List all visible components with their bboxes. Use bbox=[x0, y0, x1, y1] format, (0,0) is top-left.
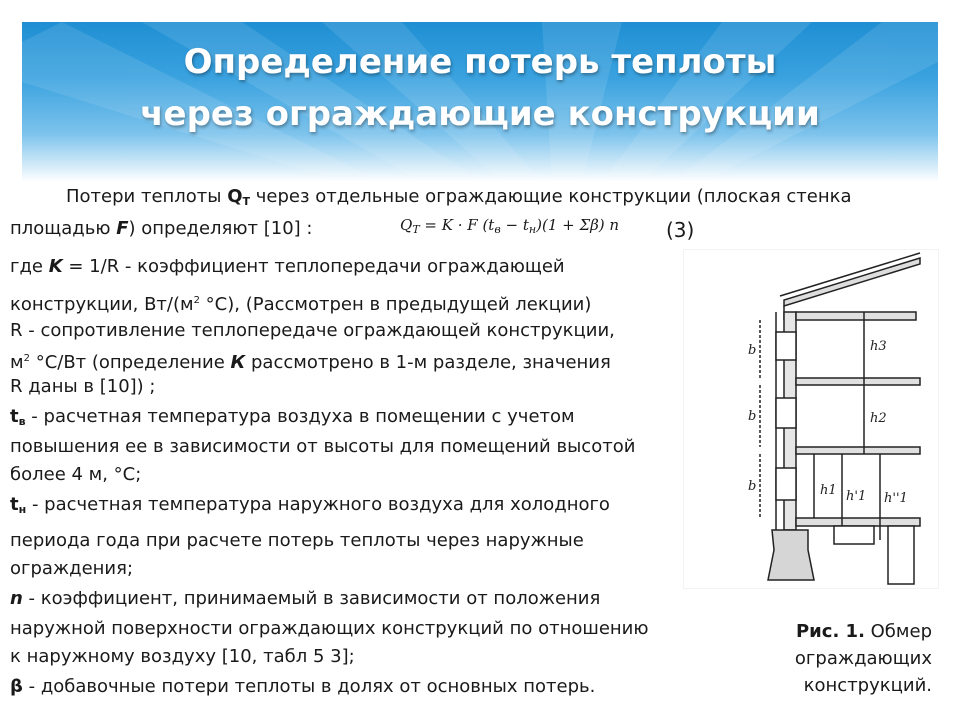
roof-slab bbox=[784, 258, 920, 306]
slide-title-line-2: через ограждающие конструкции bbox=[140, 94, 820, 134]
building-section-figure bbox=[684, 250, 938, 588]
label-h1pp: h''1 bbox=[884, 491, 908, 506]
label-b2: b bbox=[748, 409, 757, 424]
def-n-line-3: к наружному воздуху [10, табл 5 3]; bbox=[10, 646, 355, 667]
floor-slab-1 bbox=[796, 518, 920, 526]
def-k-line-1: где K = 1/R - коэффициент теплопередачи ограждающей bbox=[10, 256, 565, 277]
floor-slab-top bbox=[796, 312, 916, 320]
q-symbol: $Q_Т$ bbox=[227, 186, 251, 208]
label-h1: h1 bbox=[820, 483, 837, 498]
def-tb-line-2: повышения ее в зависимости от высоты для помещений высотой bbox=[10, 436, 636, 457]
label-h2: h2 bbox=[870, 411, 887, 426]
label-b1: b bbox=[748, 479, 757, 494]
def-k-line-2: конструкции, $Вт/(м^2$ °С), (Рассмотрен в предыдущей лекции) bbox=[10, 294, 592, 315]
floor-slab-2 bbox=[796, 447, 920, 454]
k-symbol: K bbox=[48, 256, 63, 277]
caption-line-1: Рис. 1. Обмер bbox=[795, 621, 932, 642]
tb-symbol: $t_в$ bbox=[10, 406, 26, 428]
caption-label: Рис. 1. bbox=[795, 621, 865, 642]
basement-pit bbox=[834, 526, 874, 544]
label-h3: h3 bbox=[870, 339, 887, 354]
label-h1p: h'1 bbox=[846, 489, 867, 504]
tn-symbol: $t_н$ bbox=[10, 494, 27, 516]
foundation bbox=[768, 530, 814, 580]
floor-slab-3 bbox=[796, 378, 920, 385]
def-r-line-2: $м^2$ °С/Вт (определение К рассмотрено в 1-м разделе, значения bbox=[10, 352, 611, 373]
intro-text-b: через отдельные ограждающие конструкции (плоская стенка bbox=[250, 186, 852, 207]
def-n-line-1: n - коэффициент, принимаемый в зависимости от положения bbox=[10, 588, 601, 609]
intro-text-a: Потери теплоты bbox=[66, 186, 228, 207]
window-1 bbox=[776, 468, 796, 500]
label-b3: b bbox=[748, 343, 757, 358]
building-section-drawing bbox=[684, 250, 938, 588]
k-symbol-2: К bbox=[230, 352, 246, 373]
figure-caption bbox=[752, 618, 932, 699]
roof-line bbox=[780, 253, 920, 296]
slide-title-line-1: Определение потерь теплоты bbox=[183, 42, 777, 82]
def-r-line-3: R даны в [10]) ; bbox=[10, 376, 156, 397]
def-beta-line: β - добавочные потери теплоты в долях от основных потерь. bbox=[10, 676, 596, 697]
heat-loss-formula: $Q_T = K \cdot F$ $(t_в - t_н)(1 + \Sigma\beta)$ n bbox=[400, 216, 620, 236]
intro-line-1 bbox=[66, 186, 852, 213]
window-3 bbox=[776, 332, 796, 360]
intro-line-2 bbox=[10, 218, 312, 240]
formula-number: (3) bbox=[666, 218, 695, 242]
beta-symbol: β bbox=[10, 676, 23, 697]
def-tn-line-3: ограждения; bbox=[10, 558, 134, 579]
def-tb-line-3: более 4 м, °С; bbox=[10, 464, 142, 485]
def-tn-line-2: периода года при расчете потерь теплоты через наружные bbox=[10, 530, 584, 551]
caption-line-3: конструкций. bbox=[803, 675, 932, 696]
window-2 bbox=[776, 398, 796, 428]
right-footing bbox=[888, 526, 914, 584]
caption-line-2: ограждающих bbox=[794, 648, 932, 669]
def-n-line-2: наружной поверхности ограждающих конструкций по отношению bbox=[10, 618, 649, 639]
f-symbol: F bbox=[116, 218, 129, 239]
n-symbol: n bbox=[10, 588, 23, 609]
intro-text-d: ) определяют [10] : bbox=[128, 218, 313, 239]
def-r-line-1: R - сопротивление теплопередаче ограждающей конструкции, bbox=[10, 320, 615, 341]
intro-text-c: площадью bbox=[10, 218, 117, 239]
header-banner bbox=[22, 22, 938, 182]
def-tb-line-1: $t_в$ - расчетная температура воздуха в помещении с учетом bbox=[10, 406, 575, 428]
def-tn-line-1: $t_н$ - расчетная температура наружного воздуха для холодного bbox=[10, 494, 610, 516]
